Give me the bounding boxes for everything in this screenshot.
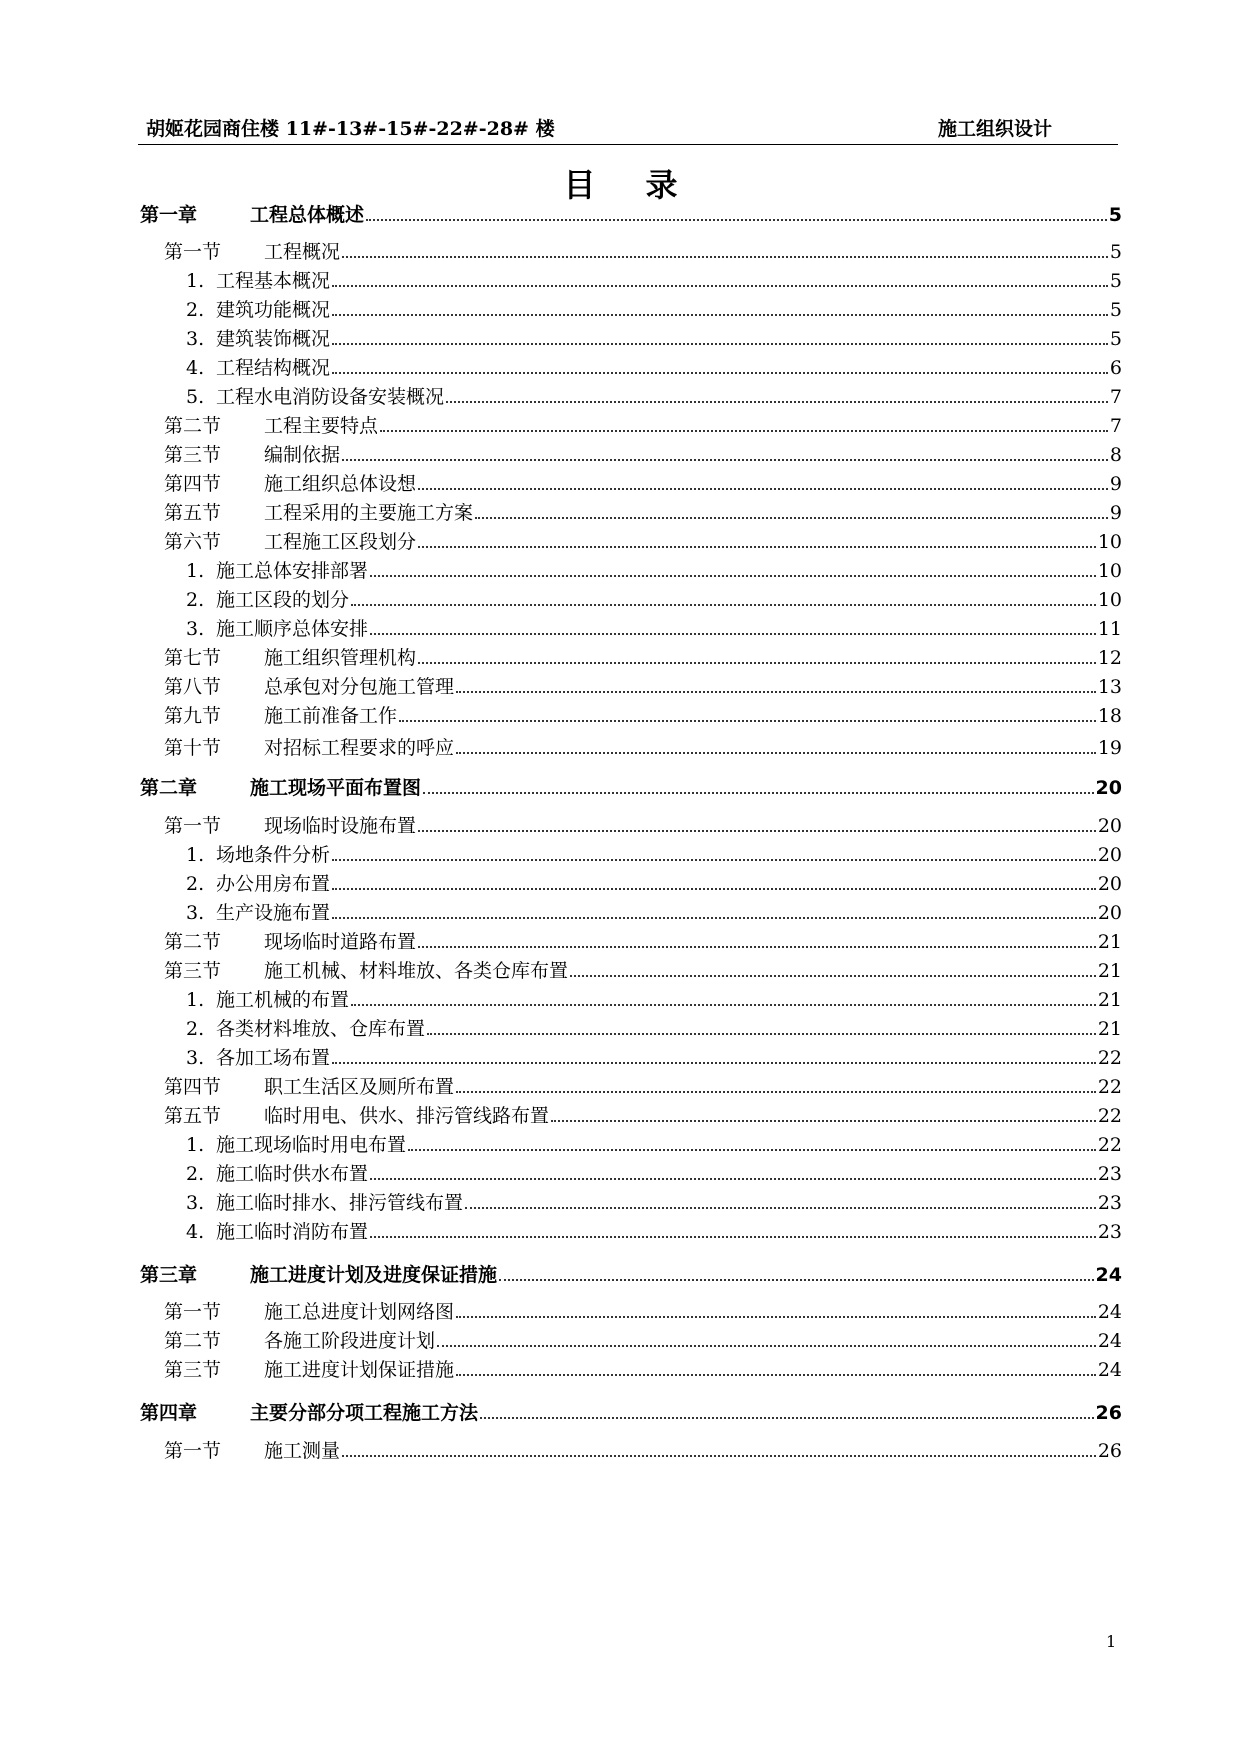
toc-entry-page: 13: [1097, 676, 1122, 698]
toc-entry-ch[interactable]: [140, 1257, 1122, 1287]
page-header: [138, 110, 1118, 145]
toc-entry-label: [186, 843, 330, 867]
toc-entry-label: [164, 1439, 340, 1463]
toc-entry-sub[interactable]: [140, 982, 1122, 1012]
toc-entry-number: 1.: [186, 844, 205, 866]
toc-entry-page: 9: [1109, 502, 1122, 524]
toc-leader-dots: [446, 400, 1108, 403]
toc-leader-dots: [332, 371, 1108, 374]
toc-entry-label: [186, 901, 330, 925]
toc-entry-text: 各施工阶段进度计划: [264, 1330, 436, 1352]
toc-entry-number: 第七节: [164, 647, 222, 669]
toc-entry-text: 施工区段的划分: [216, 589, 350, 611]
toc-title: 目录: [563, 166, 728, 204]
toc-leader-dots: [456, 751, 1096, 754]
toc-entry-page: 10: [1097, 560, 1122, 582]
toc-entry-sub[interactable]: [140, 553, 1122, 583]
toc-leader-dots: [342, 255, 1108, 258]
toc-entry-number: 第四节: [164, 473, 222, 495]
toc-leader-dots: [332, 887, 1096, 890]
toc-entry-sec[interactable]: [140, 495, 1122, 525]
toc-entry-sub[interactable]: [140, 837, 1122, 867]
toc-entry-sec[interactable]: [140, 698, 1122, 728]
toc-entry-page: 21: [1097, 1018, 1122, 1040]
toc-entry-label: [186, 872, 330, 896]
toc-entry-label: [164, 646, 416, 670]
toc-entry-sub[interactable]: [140, 350, 1122, 380]
toc-entry-text: 工程水电消防设备安装概况: [216, 386, 445, 408]
toc-leader-dots: [418, 829, 1096, 832]
toc-entry-label: [164, 1075, 454, 1099]
toc-entry-number: 第二节: [164, 931, 222, 953]
toc-entry-text: 现场临时道路布置: [264, 931, 417, 953]
toc-leader-dots: [456, 1090, 1096, 1093]
toc-leader-dots: [332, 858, 1096, 861]
toc-entry-text: 施工机械的布置: [216, 989, 350, 1011]
toc-entry-number: 第二节: [164, 1330, 222, 1352]
toc-entry-number: 第一章: [140, 204, 198, 226]
toc-entry-label: [186, 1162, 368, 1186]
toc-entry-text: 场地条件分析: [216, 844, 331, 866]
toc-entry-page: 24: [1097, 1330, 1122, 1352]
toc-entry-sub[interactable]: [140, 263, 1122, 293]
toc-entry-sub[interactable]: [140, 611, 1122, 641]
toc-leader-dots: [342, 458, 1108, 461]
toc-entry-number: 2.: [186, 299, 205, 321]
toc-entry-page: 7: [1109, 386, 1122, 408]
toc-entry-sec[interactable]: [140, 1352, 1122, 1382]
toc-entry-number: 第四节: [164, 1076, 222, 1098]
toc-entry-sub[interactable]: [140, 321, 1122, 351]
toc-entry-number: 5.: [186, 386, 205, 408]
toc-entry-page: 22: [1097, 1076, 1122, 1098]
toc-entry-text: 各加工场布置: [216, 1047, 331, 1069]
toc-entry-label: [164, 443, 340, 467]
toc-entry-ch[interactable]: [140, 197, 1122, 227]
toc-leader-dots: [399, 719, 1096, 722]
toc-entry-text: 总承包对分包施工管理: [264, 676, 455, 698]
toc-entry-text: 现场临时设施布置: [264, 815, 417, 837]
toc-entry-page: 23: [1097, 1221, 1122, 1243]
toc-entry-page: 23: [1097, 1192, 1122, 1214]
toc-leader-dots: [465, 1206, 1096, 1209]
toc-entry-sub[interactable]: [140, 895, 1122, 925]
toc-leader-dots: [456, 1315, 1096, 1318]
toc-leader-dots: [418, 545, 1096, 548]
toc-entry-text: 施工组织管理机构: [264, 647, 417, 669]
toc-entry-text: 各类材料堆放、仓库布置: [216, 1018, 426, 1040]
toc-entry-text: 编制依据: [264, 444, 341, 466]
toc-entry-label: [186, 1046, 330, 1070]
toc-entry-label: [164, 1358, 454, 1382]
toc-entry-number: 第一节: [164, 815, 222, 837]
toc-entry-number: 第五节: [164, 502, 222, 524]
toc-entry-label: [186, 269, 330, 293]
toc-entry-text: 施工进度计划保证措施: [264, 1359, 455, 1381]
toc-entry-sec[interactable]: [140, 640, 1122, 670]
toc-entry-sec[interactable]: [140, 1323, 1122, 1353]
toc-entry-label: [140, 203, 364, 227]
toc-leader-dots: [332, 1061, 1096, 1064]
toc-entry-text: 施工机械、材料堆放、各类仓库布置: [264, 960, 569, 982]
toc-leader-dots: [370, 1235, 1096, 1238]
toc-entry-page: 19: [1097, 737, 1122, 759]
toc-entry-text: 生产设施布置: [216, 902, 331, 924]
toc-entry-number: 1.: [186, 989, 205, 1011]
toc-entry-sec[interactable]: [140, 1069, 1122, 1099]
toc-entry-text: 施工顺序总体安排: [216, 618, 369, 640]
toc-entry-sec[interactable]: [140, 524, 1122, 554]
toc-entry-label: [164, 1104, 549, 1128]
toc-entry-text: 施工临时供水布置: [216, 1163, 369, 1185]
toc-entry-page: 21: [1097, 960, 1122, 982]
toc-entry-label: [164, 736, 454, 760]
toc-entry-sec[interactable]: [140, 953, 1122, 983]
toc-entry-sub[interactable]: [140, 379, 1122, 409]
toc-entry-number: 3.: [186, 1192, 205, 1214]
toc-entry-page: 20: [1095, 777, 1122, 799]
toc-entry-text: 施工现场平面布置图: [250, 777, 422, 799]
toc-entry-label: [140, 776, 421, 800]
toc-leader-dots: [418, 487, 1108, 490]
toc-leader-dots: [370, 574, 1096, 577]
toc-leader-dots: [332, 284, 1108, 287]
toc-entry-label: [186, 385, 444, 409]
footer-page-number: 1: [1106, 1632, 1117, 1651]
toc-entry-number: 第一节: [164, 1440, 222, 1462]
toc-entry-label: [140, 1401, 478, 1425]
toc-entry-text: 主要分部分项工程施工方法: [250, 1402, 479, 1424]
toc-entry-sub[interactable]: [140, 1214, 1122, 1244]
toc-entry-page: 7: [1109, 415, 1122, 437]
toc-entry-label: [164, 1300, 454, 1324]
toc-entry-text: 建筑功能概况: [216, 299, 331, 321]
toc-entry-text: 施工测量: [264, 1440, 341, 1462]
toc-entry-page: 24: [1097, 1301, 1122, 1323]
toc-entry-text: 施工现场临时用电布置: [216, 1134, 407, 1156]
toc-leader-dots: [418, 661, 1096, 664]
toc-leader-dots: [475, 516, 1108, 519]
toc-entry-sec[interactable]: [140, 466, 1122, 496]
toc-entry-page: 18: [1097, 705, 1122, 727]
toc-entry-number: 第三章: [140, 1264, 198, 1286]
toc-leader-dots: [427, 1032, 1096, 1035]
toc-entry-sec[interactable]: [140, 730, 1122, 760]
toc-entry-sec[interactable]: [140, 1433, 1122, 1463]
toc-entry-label: [186, 988, 349, 1012]
toc-entry-text: 办公用房布置: [216, 873, 331, 895]
toc-entry-text: 施工总体安排部署: [216, 560, 369, 582]
toc-entry-label: [186, 1220, 368, 1244]
toc-leader-dots: [437, 1344, 1096, 1347]
toc-entry-page: 11: [1097, 618, 1122, 640]
toc-entry-page: 21: [1097, 931, 1122, 953]
toc-entry-text: 施工进度计划及进度保证措施: [250, 1264, 498, 1286]
toc-entry-number: 第四章: [140, 1402, 198, 1424]
toc-entry-text: 施工前准备工作: [264, 705, 398, 727]
toc-entry-text: 工程采用的主要施工方案: [264, 502, 474, 524]
toc-entry-number: 第九节: [164, 705, 222, 727]
toc-entry-text: 建筑装饰概况: [216, 328, 331, 350]
toc-entry-number: 3.: [186, 618, 205, 640]
toc-entry-number: 4.: [186, 1221, 205, 1243]
toc-entry-text: 对招标工程要求的呼应: [264, 737, 455, 759]
toc-entry-page: 23: [1097, 1163, 1122, 1185]
toc-entry-label: [164, 930, 416, 954]
toc-entry-sub[interactable]: [140, 292, 1122, 322]
toc-entry-page: 24: [1097, 1359, 1122, 1381]
toc-entry-page: 5: [1109, 270, 1122, 292]
toc-entry-text: 施工组织总体设想: [264, 473, 417, 495]
toc-entry-label: [164, 501, 473, 525]
toc-entry-sub[interactable]: [140, 1040, 1122, 1070]
toc-entry-number: 4.: [186, 357, 205, 379]
toc-entry-page: 20: [1097, 873, 1122, 895]
toc-entry-number: 2.: [186, 873, 205, 895]
toc-entry-number: 2.: [186, 1163, 205, 1185]
toc-entry-number: 1.: [186, 1134, 205, 1156]
toc-entry-page: 20: [1097, 844, 1122, 866]
toc-entry-label: [186, 1017, 425, 1041]
toc-entry-text: 工程总体概述: [250, 204, 365, 226]
toc-leader-dots: [456, 1373, 1096, 1376]
toc-entry-number: 第八节: [164, 676, 222, 698]
toc-entry-label: [186, 559, 368, 583]
toc-entry-number: 2.: [186, 589, 205, 611]
toc-entry-number: 第六节: [164, 531, 222, 553]
toc-entry-sub[interactable]: [140, 1156, 1122, 1186]
toc-entry-text: 临时用电、供水、排污管线路布置: [264, 1105, 550, 1127]
toc-entry-number: 第五节: [164, 1105, 222, 1127]
toc-entry-page: 10: [1097, 531, 1122, 553]
toc-entry-text: 工程施工区段划分: [264, 531, 417, 553]
toc-entry-page: 20: [1097, 815, 1122, 837]
toc-entry-label: [164, 472, 416, 496]
toc-entry-page: 5: [1109, 299, 1122, 321]
toc-entry-text: 施工临时消防布置: [216, 1221, 369, 1243]
toc-leader-dots: [418, 945, 1096, 948]
toc-entry-number: 3.: [186, 1047, 205, 1069]
toc-entry-number: 第二章: [140, 777, 198, 799]
toc-entry-label: [164, 240, 340, 264]
toc-entry-sub[interactable]: [140, 866, 1122, 896]
toc-entry-page: 9: [1109, 473, 1122, 495]
toc-entry-text: 施工临时排水、排污管线布置: [216, 1192, 464, 1214]
toc-entry-page: 12: [1097, 647, 1122, 669]
toc-entry-label: [164, 414, 378, 438]
toc-entry-text: 工程主要特点: [264, 415, 379, 437]
toc-entry-label: [186, 617, 368, 641]
toc-entry-sec[interactable]: [140, 1098, 1122, 1128]
toc-entry-sec[interactable]: [140, 234, 1122, 264]
toc-entry-label: [186, 327, 330, 351]
toc-entry-label: [164, 704, 397, 728]
toc-entry-page: 22: [1097, 1105, 1122, 1127]
toc-entry-page: 24: [1095, 1264, 1122, 1286]
toc-leader-dots: [366, 218, 1107, 221]
toc-entry-page: 5: [1109, 328, 1122, 350]
header-document-title: 施工组织设计: [937, 118, 1052, 140]
toc-entry-label: [186, 356, 330, 380]
toc-entry-sec[interactable]: [140, 808, 1122, 838]
toc-entry-number: 第十节: [164, 737, 222, 759]
toc-entry-page: 5: [1108, 204, 1122, 226]
toc-entry-number: 第二节: [164, 415, 222, 437]
toc-leader-dots: [351, 1003, 1096, 1006]
toc-entry-label: [140, 1263, 497, 1287]
toc-leader-dots: [480, 1416, 1094, 1419]
toc-entry-number: 3.: [186, 902, 205, 924]
toc-entry-label: [164, 530, 416, 554]
toc-entry-number: 第三节: [164, 960, 222, 982]
toc-leader-dots: [370, 632, 1096, 635]
toc-leader-dots: [551, 1119, 1096, 1122]
toc-entry-number: 第三节: [164, 1359, 222, 1381]
toc-entry-text: 工程结构概况: [216, 357, 331, 379]
toc-entry-sec[interactable]: [140, 408, 1122, 438]
toc-entry-label: [164, 959, 568, 983]
toc-entry-sec[interactable]: [140, 669, 1122, 699]
toc-leader-dots: [423, 791, 1094, 794]
toc-entry-text: 职工生活区及厕所布置: [264, 1076, 455, 1098]
toc-entry-text: 工程概况: [264, 241, 341, 263]
toc-entry-number: 第一节: [164, 241, 222, 263]
header-project-name: 胡姬花园商住楼 11#-13#-15#-22#-28# 楼: [146, 118, 555, 140]
toc-entry-sec[interactable]: [140, 437, 1122, 467]
toc-entry-number: 1.: [186, 270, 205, 292]
toc-entry-page: 8: [1109, 444, 1122, 466]
toc-entry-sub[interactable]: [140, 582, 1122, 612]
toc-entry-page: 20: [1097, 902, 1122, 924]
toc-entry-page: 26: [1095, 1402, 1122, 1424]
toc-entry-page: 22: [1097, 1047, 1122, 1069]
toc-entry-page: 26: [1097, 1440, 1122, 1462]
toc-entry-number: 3.: [186, 328, 205, 350]
toc-entry-page: 6: [1109, 357, 1122, 379]
toc-entry-sec[interactable]: [140, 1294, 1122, 1324]
toc-leader-dots: [380, 429, 1108, 432]
toc-leader-dots: [456, 690, 1096, 693]
toc-leader-dots: [332, 342, 1108, 345]
toc-entry-label: [186, 1133, 406, 1157]
toc-entry-ch[interactable]: [140, 1395, 1122, 1425]
toc-entry-page: 5: [1109, 241, 1122, 263]
toc-entry-number: 2.: [186, 1018, 205, 1040]
toc-entry-label: [164, 814, 416, 838]
toc-leader-dots: [570, 974, 1096, 977]
toc-entry-page: 21: [1097, 989, 1122, 1011]
toc-entry-label: [186, 298, 330, 322]
toc-leader-dots: [332, 916, 1096, 919]
toc-leader-dots: [332, 313, 1108, 316]
toc-entry-number: 1.: [186, 560, 205, 582]
toc-entry-page: 22: [1097, 1134, 1122, 1156]
toc-entry-sub[interactable]: [140, 1185, 1122, 1215]
toc-entry-number: 第三节: [164, 444, 222, 466]
toc-entry-label: [186, 588, 349, 612]
toc-entry-label: [164, 1329, 435, 1353]
toc-entry-number: 第一节: [164, 1301, 222, 1323]
toc-leader-dots: [408, 1148, 1096, 1151]
toc-leader-dots: [499, 1278, 1094, 1281]
toc-entry-text: 施工总进度计划网络图: [264, 1301, 455, 1323]
toc-entry-ch[interactable]: [140, 770, 1122, 800]
toc-leader-dots: [370, 1177, 1096, 1180]
toc-entry-page: 10: [1097, 589, 1122, 611]
toc-entry-sec[interactable]: [140, 924, 1122, 954]
toc-entry-label: [186, 1191, 463, 1215]
toc-entry-label: [164, 675, 454, 699]
toc-leader-dots: [342, 1454, 1096, 1457]
toc-entry-sub[interactable]: [140, 1011, 1122, 1041]
toc-entry-sub[interactable]: [140, 1127, 1122, 1157]
toc-entry-text: 工程基本概况: [216, 270, 331, 292]
toc-leader-dots: [351, 603, 1096, 606]
